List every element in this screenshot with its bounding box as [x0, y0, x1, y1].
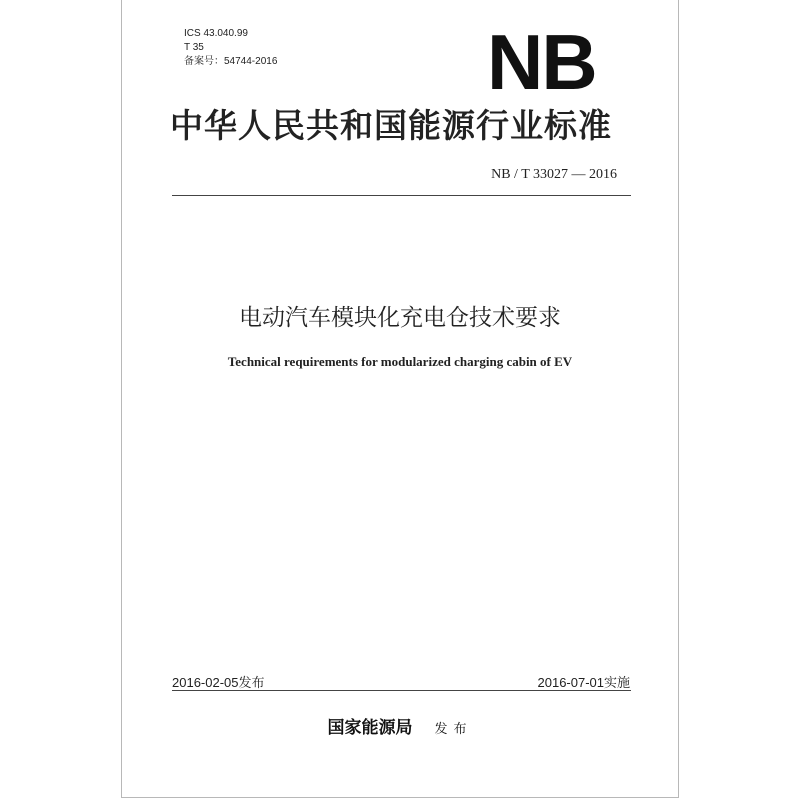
nb-logo: NB: [487, 18, 596, 106]
standard-number: NB / T 33027 — 2016: [491, 167, 617, 182]
bottom-divider: [172, 690, 631, 691]
class-code: T 35: [184, 42, 204, 53]
publisher-verb: 发布: [434, 722, 473, 737]
issue-date: 2016-02-05发布: [172, 675, 265, 690]
standard-category: 中华人民共和国能源行业标准: [170, 106, 612, 145]
meta-block: [184, 27, 277, 69]
document-title-cn: 电动汽车模块化充电仓技术要求: [239, 305, 561, 331]
document-title-en: Technical requirements for modularized charging cabin of EV: [227, 354, 573, 369]
record-number: 备案号：54744-2016: [184, 56, 278, 67]
publisher-name: 国家能源局: [327, 718, 413, 738]
ics-code: ICS 43.040.99: [184, 28, 248, 39]
publisher-line: [0, 716, 800, 742]
top-divider: [172, 195, 631, 196]
implementation-date: 2016-07-01实施: [537, 675, 630, 690]
